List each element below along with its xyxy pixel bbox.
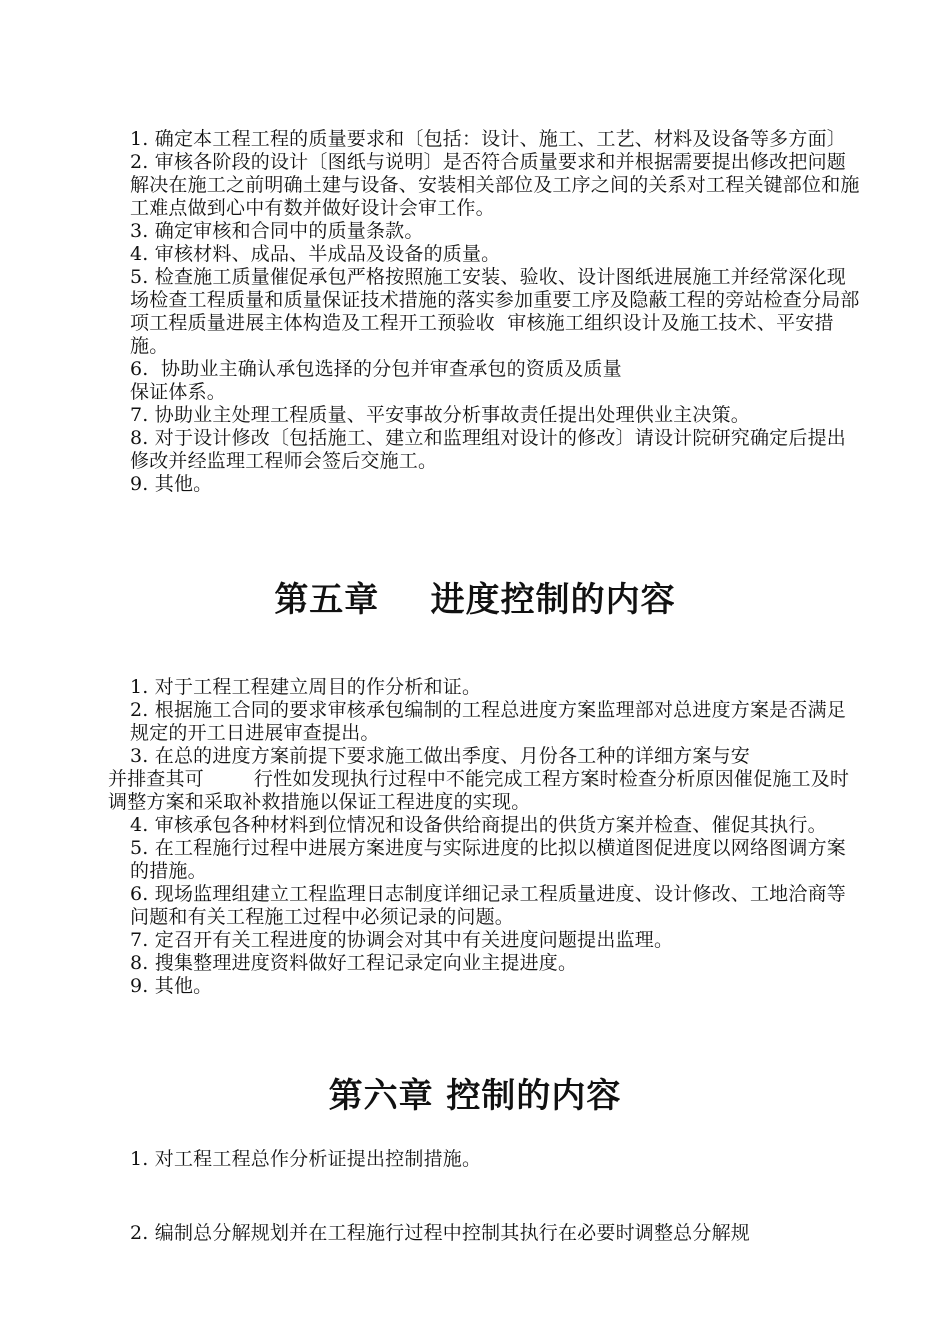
schedule-control-list — [108, 676, 865, 998]
list-item: 2. 根据施工合同的要求审核承包编制的工程总进度方案监理部对总进度方案是否满足规定的开工日进展审查提出。 — [130, 699, 846, 744]
list-item: 1. 对工程工程总作分析证提出控制措施。 — [130, 1148, 482, 1170]
list-item: 4. 审核承包各种材料到位情况和设备供给商提出的供货方案并检查、催促其执行。 — [130, 814, 827, 836]
list-item: 2. 审核各阶段的设计〔图纸与说明〕是否符合质量要求和并根据需要提出修改把问题解决在施工之前明确土建与设备、安装相关部位及工序之间的关系对工程关键部位和施工难点做到心中有数并做好设计会审工作。 — [130, 151, 860, 219]
list-item: 4. 审核材料、成品、半成品及设备的质量。 — [130, 243, 501, 265]
list-item: 保证体系。 — [130, 381, 227, 403]
cost-control-list — [130, 1148, 865, 1171]
cost-control-list-continued — [130, 1222, 865, 1245]
list-item: 5. 检查施工质量催促承包严格按照施工安装、验收、设计图纸进展施工并经常深化现场检查工程质量和质量保证技术措施的落实参加重要工序及隐蔽工程的旁站检查分局部项工程质量进展主体构造及工程开工预验收 审核施工组织设计及施工技术、平安措施。 — [130, 266, 860, 357]
chapter-6-title: 第六章 控制的内容 — [328, 1076, 622, 1116]
list-item: 6. 协助业主确认承包选择的分包并审查承包的资质及质量 — [130, 358, 622, 380]
list-item: 8. 搜集整理进度资料做好工程记录定向业主提进度。 — [130, 952, 578, 974]
list-item: 1. 确定本工程工程的质量要求和〔包括：设计、施工、工艺、材料及设备等多方面〕 — [130, 128, 846, 150]
quality-control-list — [130, 128, 865, 496]
list-item: 5. 在工程施行过程中进展方案进度与实际进度的比拟以横道图促进度以网络图调方案的措施。 — [130, 837, 846, 882]
list-item: 6. 现场监理组建立工程监理日志制度详细记录工程质量进度、设计修改、工地洽商等问题和有关工程施工过程中必须记录的问题。 — [130, 883, 846, 928]
chapter-5-title: 第五章 进度控制的内容 — [274, 580, 676, 620]
list-item: 并排查其可 行性如发现执行过程中不能完成工程方案时检查分析原因催促施工及时调整方案和采取补救措施以保证工程进度的实现。 — [108, 768, 850, 813]
list-item: 1. 对于工程工程建立周目的作分析和证。 — [130, 676, 482, 698]
list-item: 3. 在总的进度方案前提下要求施工做出季度、月份各工种的详细方案与安 — [130, 745, 750, 767]
list-item: 9. 其他。 — [130, 473, 213, 495]
list-item: 7. 协助业主处理工程质量、平安事故分析事故责任提出处理供业主决策。 — [130, 404, 750, 426]
list-item: 2. 编制总分解规划并在工程施行过程中控制其执行在必要时调整总分解规 — [130, 1222, 750, 1244]
list-item: 3. 确定审核和合同中的质量条款。 — [130, 220, 424, 242]
list-item: 8. 对于设计修改〔包括施工、建立和监理组对设计的修改〕请设计院研究确定后提出修改并经监理工程师会签后交施工。 — [130, 427, 846, 472]
list-item: 9. 其他。 — [130, 975, 213, 997]
list-item: 7. 定召开有关工程进度的协调会对其中有关进度问题提出监理。 — [130, 929, 674, 951]
